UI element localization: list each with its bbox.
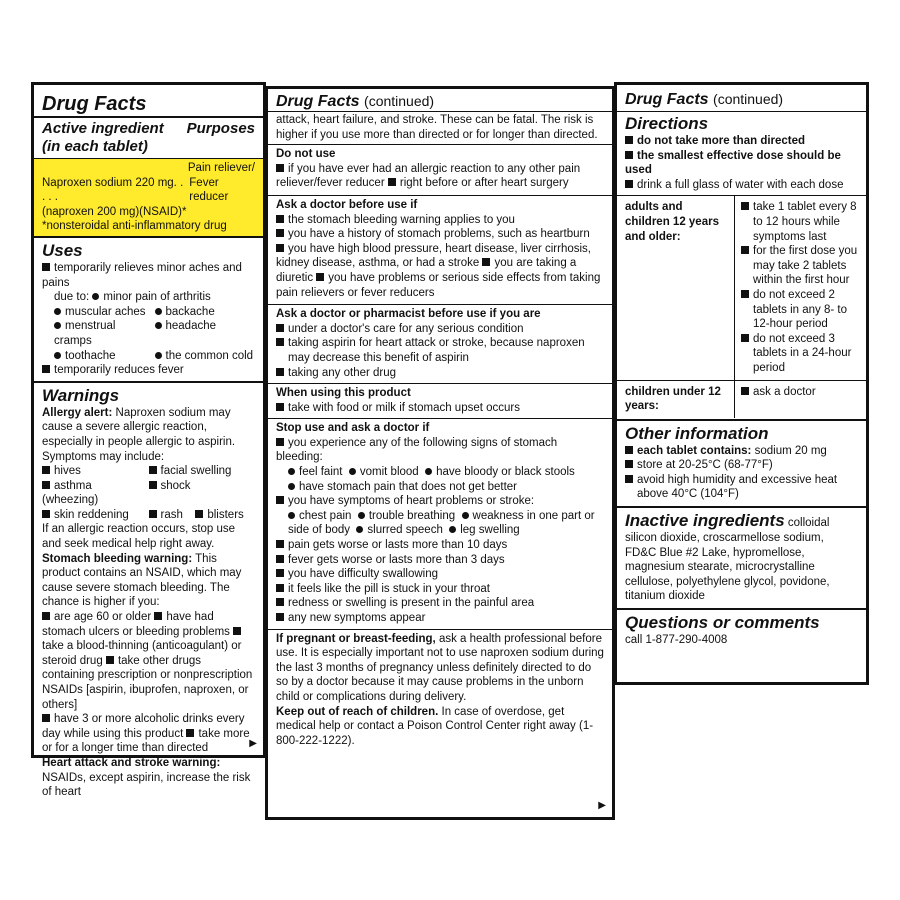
other-1-text: sodium 20 mg [754, 444, 827, 457]
drug-facts-panel-3 [614, 82, 869, 685]
ask-pharmacist-item: under a doctor's care for any serious condition [288, 322, 524, 335]
uses-line-last: temporarily reduces fever [54, 364, 184, 377]
square-bullet-icon [42, 263, 50, 271]
square-bullet-icon [276, 164, 284, 172]
round-bullet-icon [54, 308, 61, 315]
direction-item: the smallest effective dose should be used [625, 149, 841, 177]
allergy-after: If an allergic reaction occurs, stop use and seek medical help right away. [42, 523, 236, 551]
dosage-table-children [617, 381, 866, 418]
square-bullet-icon [741, 387, 749, 395]
stop-bleed-item: have stomach pain that does not get better [299, 480, 518, 493]
uses-item: toothache [65, 349, 116, 362]
ask-doctor-heading: Ask a doctor before use if [276, 198, 418, 211]
continue-arrow-icon: ▶ [598, 800, 606, 811]
other-heading: Other information [625, 423, 769, 443]
stomach-text: This product contains an NSAID, which may cause severe stomach bleeding. The chance is higher if you: [42, 552, 242, 609]
round-bullet-icon [92, 293, 99, 300]
square-bullet-icon [154, 612, 162, 620]
square-bullet-icon [276, 324, 284, 332]
keep-out-text: In case of overdose, get medical help or contact a Poison Control Center right away (1-800-222-1222). [276, 705, 594, 747]
square-bullet-icon [276, 368, 284, 376]
ingredient-line-3: *nonsteroidal anti-inflammatory drug [42, 220, 227, 233]
inactive-ingredients-section [617, 508, 866, 604]
inactive-text: colloidal silicon dioxide, croscarmellose sodium, FD&C Blue #2 Lake, hypromellose, magnesium stearate, microcrystalline cellulose, polyethylene glycol, povidone, titanium dioxide [625, 517, 830, 603]
square-bullet-icon [276, 496, 284, 504]
purpose-2: Fever reducer [189, 176, 229, 204]
other-item: store at 20-25°C (68-77°F) [637, 459, 773, 472]
stop-heart-item: chest pain [299, 509, 352, 522]
panel2-intro: attack, heart failure, and stroke. These can be fatal. The risk is higher if you use more than directed or for longer than directed. [276, 114, 598, 141]
square-bullet-icon [741, 202, 749, 210]
when-using-item: take with food or milk if stomach upset occurs [288, 401, 521, 414]
stomach-item: take other drugs containing prescription or nonprescription NSAIDs [aspirin, ibuprofen, naproxen, or others] [42, 654, 253, 711]
stop-use-heading: Stop use and ask a doctor if [276, 422, 430, 435]
direction-item: do not take more than directed [637, 135, 806, 147]
panel3-title: Drug Facts [625, 91, 709, 108]
heart-label: Heart attack and stroke warning: [42, 756, 221, 769]
square-bullet-icon [149, 481, 157, 489]
inactive-heading: Inactive ingredients [625, 511, 785, 531]
when-using-section [268, 384, 612, 415]
square-bullet-icon [149, 510, 157, 518]
uses-line-2a: due to: [54, 291, 90, 304]
drug-facts-panel-2 [265, 86, 615, 820]
stop-bleed-item: vomit blood [359, 466, 419, 479]
do-not-use-heading: Do not use [276, 148, 336, 161]
ingredient-line-1: Naproxen sodium 220 mg. . . . . [42, 176, 184, 204]
square-bullet-icon [625, 446, 633, 454]
allergy-item: blisters [207, 508, 244, 521]
warnings-heading: Warnings [42, 385, 120, 405]
dosage-table-adults [617, 196, 866, 379]
round-bullet-icon [462, 512, 469, 519]
continue-arrow-icon: ▶ [249, 738, 257, 749]
square-bullet-icon [106, 656, 114, 664]
square-bullet-icon [42, 612, 50, 620]
stop-more-item: you have difficulty swallowing [288, 568, 439, 581]
panel1-header [34, 85, 263, 116]
round-bullet-icon [155, 322, 162, 329]
uses-item: backache [165, 305, 215, 318]
adults-item: for the first dose you may take 2 tablets within the first hour [753, 245, 858, 287]
square-bullet-icon [316, 273, 324, 281]
allergy-item: rash [160, 508, 183, 521]
ingredient-line-2: (naproxen 200 mg)(NSAID)* [42, 205, 187, 218]
allergy-label: Allergy alert: [42, 406, 113, 419]
stomach-label: Stomach bleeding warning: [42, 552, 193, 565]
uses-line-1: temporarily relieves minor aches and pains [42, 261, 242, 289]
ask-doctor-item: you are taking a diuretic [276, 257, 577, 284]
stop-bleed-item: have bloody or black stools [436, 466, 575, 479]
stop-more-item: redness or swelling is present in the painful area [288, 597, 535, 610]
warnings-section [34, 383, 263, 800]
uses-item: headache [165, 320, 217, 333]
round-bullet-icon [356, 526, 363, 533]
square-bullet-icon [276, 244, 284, 252]
square-bullet-icon [625, 136, 633, 144]
active-ingredient-heading: Active ingredient [42, 120, 164, 137]
stop-more-item: it feels like the pill is stuck in your throat [288, 582, 490, 595]
when-using-heading: When using this product [276, 387, 411, 400]
square-bullet-icon [276, 403, 284, 411]
ask-doctor-item: the stomach bleeding warning applies to you [288, 213, 515, 226]
uses-line-2b: minor pain of arthritis [103, 291, 211, 304]
stop-more-item: fever gets worse or lasts more than 3 days [288, 553, 505, 566]
square-bullet-icon [741, 334, 749, 342]
uses-heading: Uses [42, 240, 83, 260]
allergy-item: asthma (wheezing) [42, 479, 99, 507]
square-bullet-icon [276, 584, 284, 592]
stomach-item: take more or for a longer time than directed [42, 727, 250, 755]
panel3-title-cont: (continued) [713, 91, 784, 107]
active-ingredient-sub: (in each tablet) [42, 138, 148, 155]
square-bullet-icon [195, 510, 203, 518]
stop-more-item: pain gets worse or lasts more than 10 days [288, 539, 508, 552]
uses-item: menstrual cramps [54, 320, 116, 347]
square-bullet-icon [276, 229, 284, 237]
panel2-title-cont: (continued) [364, 93, 435, 109]
allergy-item: hives [54, 465, 81, 478]
do-not-use-section [268, 145, 612, 191]
direction-item: drink a full glass of water with each dose [637, 178, 844, 191]
round-bullet-icon [155, 352, 162, 359]
round-bullet-icon [54, 352, 61, 359]
do-not-use-item: right before or after heart surgery [399, 177, 569, 190]
questions-section [617, 610, 866, 648]
round-bullet-icon [288, 512, 295, 519]
keep-out-label: Keep out of reach of children. [276, 705, 439, 718]
stomach-item: have had stomach ulcers or bleeding problems [42, 611, 230, 638]
square-bullet-icon [388, 178, 396, 186]
children-label: children under 12 years: [617, 381, 735, 418]
stomach-item: are age 60 or older [54, 611, 152, 624]
round-bullet-icon [349, 468, 356, 475]
stop-more-item: any new symptoms appear [288, 612, 426, 624]
square-bullet-icon [276, 555, 284, 563]
active-ingredient-header [34, 118, 263, 156]
stop-heart-intro: you have symptoms of heart problems or stroke: [288, 495, 535, 508]
questions-text: call 1-877-290-4008 [625, 634, 728, 647]
panel1-title: Drug Facts [42, 93, 147, 115]
ask-pharmacist-item: taking any other drug [288, 366, 397, 379]
square-bullet-icon [625, 180, 633, 188]
square-bullet-icon [42, 466, 50, 474]
allergy-item: facial swelling [160, 465, 232, 478]
square-bullet-icon [276, 540, 284, 548]
square-bullet-icon [276, 598, 284, 606]
uses-item: muscular aches [65, 305, 146, 318]
questions-heading: Questions or comments [625, 613, 820, 633]
ask-pharmacist-item: taking aspirin for heart attack or stroke, because naproxen may decrease this benefit of aspirin [288, 337, 585, 364]
square-bullet-icon [625, 151, 633, 159]
square-bullet-icon [42, 365, 50, 373]
square-bullet-icon [186, 729, 194, 737]
ask-doctor-item: you have high blood pressure, heart disease, liver cirrhosis, kidney disease, asthma, or had a stroke [276, 242, 591, 270]
adults-item: do not exceed 2 tablets in any 8- to 12-hour period [753, 288, 847, 331]
adults-label: adults and children 12 years and older: [617, 196, 735, 379]
square-bullet-icon [233, 627, 241, 635]
square-bullet-icon [276, 338, 284, 346]
other-information-section [617, 421, 866, 502]
adults-item: take 1 tablet every 8 to 12 hours while symptoms last [753, 201, 857, 243]
square-bullet-icon [276, 613, 284, 621]
square-bullet-icon [625, 460, 633, 468]
directions-section [617, 112, 866, 192]
panel3-header [617, 85, 866, 109]
square-bullet-icon [276, 215, 284, 223]
square-bullet-icon [42, 481, 50, 489]
stop-intro: you experience any of the following signs of stomach bleeding: [276, 436, 558, 464]
purposes-heading: Purposes [186, 120, 255, 137]
square-bullet-icon [149, 466, 157, 474]
stop-heart-item: slurred speech [367, 524, 443, 537]
adults-item: do not exceed 3 tablets in a 24-hour period [753, 332, 852, 374]
allergy-text: Naproxen sodium may cause a severe allergic reaction, especially in people allergic to aspirin. Symptoms may include: [42, 406, 236, 463]
stop-bleed-item: feel faint [299, 466, 343, 479]
children-item: ask a doctor [753, 385, 816, 398]
round-bullet-icon [449, 526, 456, 533]
round-bullet-icon [425, 468, 432, 475]
ask-doctor-item: you have a history of stomach problems, such as heartburn [288, 228, 590, 241]
other-item: avoid high humidity and excessive heat above 40°C (104°F) [637, 473, 838, 501]
stop-use-section [268, 419, 612, 625]
square-bullet-icon [42, 714, 50, 722]
allergy-item: skin reddening [54, 508, 129, 521]
ask-doctor-item: you have problems or serious side effects from taking pain relievers or fever reducers [276, 271, 601, 299]
square-bullet-icon [741, 290, 749, 298]
ask-pharmacist-heading: Ask a doctor or pharmacist before use if you are [276, 308, 541, 321]
round-bullet-icon [358, 512, 365, 519]
stomach-item: take a blood-thinning (anticoagulant) or steroid drug [42, 640, 242, 667]
ask-doctor-section [268, 196, 612, 300]
square-bullet-icon [625, 475, 633, 483]
purpose-1: Pain reliever/ [187, 162, 255, 174]
uses-section [34, 238, 263, 378]
directions-heading: Directions [625, 114, 709, 133]
stop-heart-item: leg swelling [460, 524, 520, 537]
drug-facts-panel-1 [31, 82, 266, 799]
square-bullet-icon [741, 246, 749, 254]
square-bullet-icon [482, 258, 490, 266]
allergy-item: shock [160, 479, 191, 492]
square-bullet-icon [276, 438, 284, 446]
square-bullet-icon [276, 569, 284, 577]
pregnant-label: If pregnant or breast-feeding, [276, 632, 436, 645]
square-bullet-icon [42, 510, 50, 518]
active-ingredient-highlight [34, 159, 263, 236]
do-not-use-item: if you have ever had an allergic reaction to any other pain reliever/fever reducer [276, 162, 581, 190]
other-1-label: each tablet contains: [637, 444, 752, 457]
round-bullet-icon [288, 468, 295, 475]
ask-pharmacist-section [268, 305, 612, 380]
panel2-title: Drug Facts [276, 93, 360, 110]
round-bullet-icon [54, 322, 61, 329]
panel2-header [268, 89, 612, 111]
stop-heart-item: trouble breathing [368, 509, 456, 522]
stomach-item: have 3 or more alcoholic drinks every day while using this product [42, 713, 245, 740]
pregnant-text: ask a health professional before use. It is especially important not to use naproxen sodium during the last 3 months of pregnancy unless definitely directed to do so by a doctor because it may cause problems in the unborn child or complications during delivery. [276, 632, 604, 703]
stop-heart-item: weakness in one part or side of body [288, 509, 595, 537]
round-bullet-icon [155, 308, 162, 315]
uses-item: the common cold [165, 349, 254, 362]
heart-text: NSAIDs, except aspirin, increase the risk of heart [42, 771, 251, 799]
round-bullet-icon [288, 483, 295, 490]
pregnancy-section [268, 630, 612, 749]
